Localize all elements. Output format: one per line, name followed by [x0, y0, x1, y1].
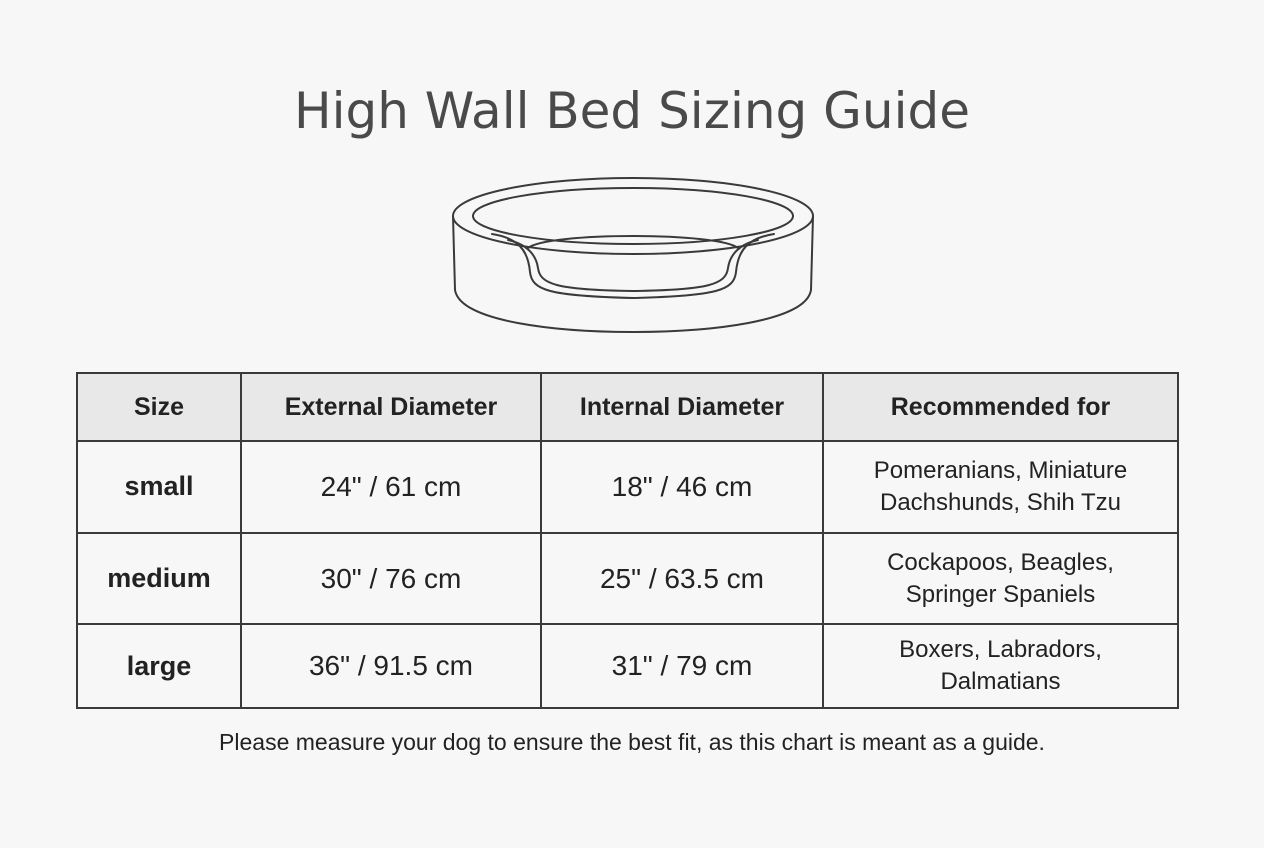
recommended-line: Pomeranians, Miniature — [873, 456, 1128, 484]
recommended-line: Dachshunds, Shih Tzu — [879, 488, 1122, 516]
recommended-cell — [823, 533, 1178, 625]
table-row — [77, 624, 1178, 708]
recommended-line: Cockapoos, Beagles, — [887, 548, 1114, 576]
size-cell: medium — [77, 533, 241, 625]
recommended-cell — [823, 441, 1178, 533]
internal-diameter-cell: 25" / 63.5 cm — [541, 533, 823, 625]
page-title: High Wall Bed Sizing Guide — [294, 82, 970, 140]
external-diameter-cell: 30" / 76 cm — [241, 533, 541, 625]
header-external-diameter: External Diameter — [241, 373, 541, 441]
recommended-line: Springer Spaniels — [905, 580, 1096, 608]
sizing-table — [76, 372, 1179, 709]
header-size: Size — [77, 373, 241, 441]
recommended-cell — [823, 624, 1178, 708]
header-internal-diameter: Internal Diameter — [541, 373, 823, 441]
internal-diameter-cell: 18" / 46 cm — [541, 441, 823, 533]
recommended-line: Boxers, Labradors, — [899, 636, 1102, 664]
size-cell: large — [77, 624, 241, 708]
table-header-row — [77, 373, 1178, 441]
footnote: Please measure your dog to ensure the best fit, as this chart is meant as a guide. — [219, 729, 1045, 755]
size-cell: small — [77, 441, 241, 533]
recommended-line: Dalmatians — [940, 668, 1061, 696]
external-diameter-cell: 36" / 91.5 cm — [241, 624, 541, 708]
internal-diameter-cell: 31" / 79 cm — [541, 624, 823, 708]
external-diameter-cell: 24" / 61 cm — [241, 441, 541, 533]
table-row — [77, 533, 1178, 625]
table-row — [77, 441, 1178, 533]
header-recommended-for: Recommended for — [823, 373, 1178, 441]
dog-bed-icon — [448, 172, 818, 338]
